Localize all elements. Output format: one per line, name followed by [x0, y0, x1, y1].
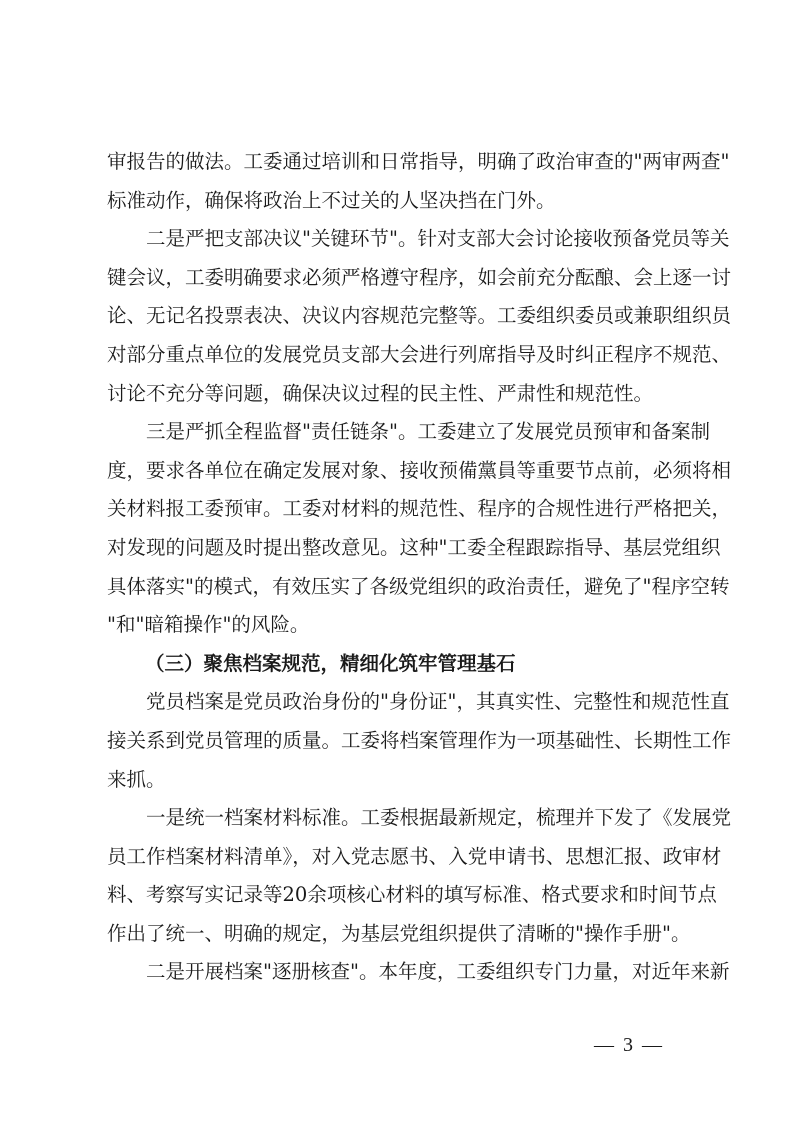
text-line: 键会议，工委明确要求必须严格遵守程序，如会前充分酝酿、会上逐一讨 — [107, 265, 732, 289]
text-line: 二是开展档案"逐册核查"。本年度，工委组织专门力量，对近年来新 — [146, 960, 730, 984]
text-line: 对发现的问题及时提出整改意见。这种"工委全程跟踪指导、基层党组织 — [107, 535, 721, 559]
text-line: 来抓。 — [107, 767, 166, 791]
text-line: 三是严抓全程监督"责任链条"。工委建立了发展党员预审和备案制 — [146, 420, 710, 444]
text-line: 接关系到党员管理的质量。工委将档案管理作为一项基础性、长期性工作 — [107, 728, 732, 752]
text-line: 具体落实"的模式，有效压实了各级党组织的政治责任，避免了"程序空转 — [107, 574, 730, 598]
text-line: "和"暗箱操作"的风险。 — [107, 613, 310, 637]
page-number: — 3 — — [594, 1034, 664, 1056]
text-line: 一是统一档案材料标准。工委根据最新规定，梳理并下发了《发展党 — [146, 806, 732, 830]
text-line: 党员档案是党员政治身份的"身份证"，其真实性、完整性和规范性直 — [146, 690, 730, 714]
text-line: 论、无记名投票表决、决议内容规范完整等。工委组织委员或兼职组织员 — [107, 304, 732, 328]
text-line: 度，要求各单位在确定发展对象、接收预備黨員等重要节点前，必须将相 — [107, 458, 732, 482]
text-line: 标准动作，确保将政治上不过关的人坚决挡在门外。 — [107, 188, 556, 212]
text-line: 讨论不充分等问题，确保决议过程的民主性、严肃性和规范性。 — [107, 381, 654, 405]
text-line: 员工作档案材料清单》，对入党志愿书、入党申请书、思想汇报、政审材 — [107, 844, 722, 868]
text-line: 二是严把支部决议"关键环节"。针对支部大会讨论接收预备党员等关 — [146, 227, 730, 251]
section-heading: （三）聚焦档案规范，精细化筑牢管理基石 — [145, 651, 516, 675]
document-body — [107, 143, 732, 992]
text-line: 料、考察写实记录等20余项核心材料的填写标准、格式要求和时间节点 — [107, 883, 717, 907]
text-line: 对部分重点单位的发展党员支部大会进行列席指导及时纠正程序不规范、 — [107, 342, 732, 366]
text-line: 审报告的做法。工委通过培训和日常指导，明确了政治审查的"两审两查" — [107, 150, 730, 173]
text-line: 作出了统一、明确的规定，为基层党组织提供了清晰的"操作手册"。 — [107, 921, 691, 945]
text-line: 关材料报工委预审。工委对材料的规范性、程序的合规性进行严格把关， — [107, 497, 732, 521]
